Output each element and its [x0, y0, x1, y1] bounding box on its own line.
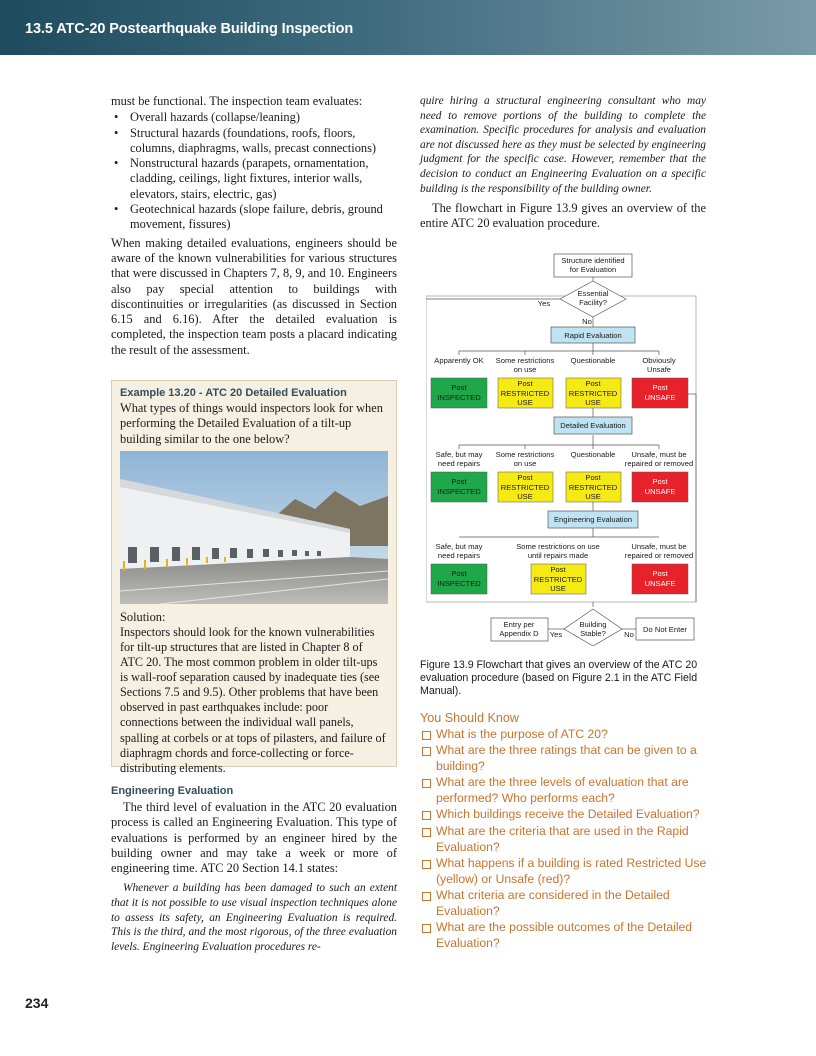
photo-illustration — [120, 451, 388, 604]
flowchart-label: RESTRICTED — [568, 389, 618, 398]
flowchart-label: UNSAFE — [644, 579, 676, 588]
detailed-evaluation-paragraph: When making detailed evaluations, engineers should be aware of the known vulnerabilities for various structures that were discussed in Chapters 7, 8, 9, and 10. Engineers also pay special attention to buildings with discontinuities or irregularities (as discussed in Section 6.15 and 6.16). After the detailed evaluation is completed, the inspection team posts a placard indicating the result of the assessment. — [111, 235, 397, 357]
flowchart-label: Stable? — [580, 629, 606, 638]
page-number: 234 — [25, 995, 49, 1011]
flowchart-label: until repairs made — [527, 551, 589, 560]
flowchart-label: Do Not Enter — [643, 625, 687, 634]
left-column — [111, 94, 397, 358]
hazard-list — [111, 110, 397, 232]
flowchart-label: Post — [451, 569, 467, 578]
atc-quote-part1: Whenever a building has been damaged to such an extent that it is not possible to use visual inspection techniques alone to assess its safety, an Engineering Evaluation is required. This is the third, and the most rigorous, of the three evaluation levels. Engineering Evaluation procedures re- — [111, 882, 397, 953]
list-item: What criteria are considered in the Detailed Evaluation? — [420, 887, 710, 919]
flowchart-label: Post — [585, 379, 601, 388]
list-item: • Nonstructural hazards (parapets, ornamentation, cladding, ceilings, light fixtures, interior walls, elevators, stairs, electric, gas) — [111, 156, 397, 202]
atc20-flowchart — [426, 251, 704, 646]
flowchart-label: Post — [517, 379, 533, 388]
right-column — [420, 94, 706, 232]
flowchart-label: need repairs — [437, 551, 481, 560]
section-title: 13.5 ATC-20 Postearthquake Building Inspection — [25, 21, 354, 37]
flowchart-label: RESTRICTED — [500, 483, 550, 492]
flowchart-label: Post — [652, 383, 668, 392]
flowchart-label: Some restrictions — [495, 450, 555, 459]
flowchart-label: Unsafe, must be — [631, 542, 687, 551]
flowchart-label: USE — [550, 584, 566, 593]
flowchart-intro: The flowchart in Figure 13.9 gives an overview of the entire ATC 20 evaluation procedure. — [420, 201, 706, 231]
flowchart-label: Safe, but may — [435, 450, 483, 459]
row1-label-1: Apparently OK — [434, 356, 484, 365]
decision1-line1: Essential — [577, 289, 609, 298]
flowchart-label: on use — [513, 459, 537, 468]
intro-text: must be functional. The inspection team evaluates: — [111, 94, 363, 108]
flowchart-label: Post — [652, 477, 668, 486]
flowchart-label: INSPECTED — [437, 393, 481, 402]
review-question-list — [420, 726, 710, 951]
list-item: What are the three ratings that can be given to a building? — [420, 742, 710, 774]
flowchart-label: repaired or removed — [624, 551, 694, 560]
row1-label-4b: Unsafe — [646, 365, 672, 374]
decision2-no: No — [624, 630, 634, 639]
solution-label: Solution: — [120, 609, 166, 624]
flowchart-label: Building — [579, 620, 607, 629]
flowchart-label: UNSAFE — [644, 393, 676, 402]
figure-caption: Figure 13.9 Flowchart that gives an overview of the ATC 20 evaluation procedure (based on Figure 2.1 in the ATC Field Manual). — [420, 659, 698, 697]
flowchart-label: Post — [550, 565, 566, 574]
flowchart-label: Safe, but may — [435, 542, 483, 551]
flowchart-label: repaired or removed — [624, 459, 694, 468]
decision1-no: No — [582, 317, 592, 326]
flowchart-label: Some restrictions on use — [516, 542, 600, 551]
rapid-evaluation-label: Rapid Evaluation — [564, 331, 622, 340]
flowchart-label: Questionable — [570, 450, 616, 459]
list-item: What are the criteria that are used in the Rapid Evaluation? — [420, 823, 710, 855]
engineering-evaluation-section — [111, 785, 397, 954]
flowchart-label: USE — [585, 492, 601, 501]
list-item: What is the purpose of ATC 20? — [420, 726, 710, 742]
flowchart-label: Appendix D — [499, 629, 539, 638]
row1-label-2b: on use — [513, 365, 537, 374]
example-box — [111, 380, 397, 775]
list-item: • Geotechnical hazards (slope failure, debris, ground movement, fissures) — [111, 202, 397, 233]
engineering-evaluation-label: Engineering Evaluation — [553, 515, 633, 524]
flowchart-label: Post — [451, 477, 467, 486]
start-line1: Structure identified — [561, 256, 625, 265]
flowchart-label: Unsafe, must be — [631, 450, 687, 459]
start-line2: for Evaluation — [569, 265, 617, 274]
example-title: Example 13.20 - ATC 20 Detailed Evaluation — [120, 387, 347, 399]
decision1-yes: Yes — [537, 299, 551, 308]
tilt-up-building-photo — [120, 451, 388, 604]
decision1-line2: Facility? — [579, 298, 607, 307]
row1-label-4a: Obviously — [642, 356, 676, 365]
flowchart-label: Post — [517, 473, 533, 482]
flowchart-label: Entry per — [503, 620, 535, 629]
flowchart-label: RESTRICTED — [533, 575, 583, 584]
list-item: What happens if a building is rated Restricted Use (yellow) or Unsafe (red)? — [420, 855, 710, 887]
engineering-evaluation-heading: Engineering Evaluation — [111, 785, 234, 797]
solution-text: Inspectors should look for the known vulnerabilities for tilt-up structures that are listed in Chapter 8 of ATC 20. The most common problem in older tilt-ups is wall-roof separation caused by inadequate ties (see Sections 7.5 and 9.5). Other problems that have been observed in past earthquakes include: poor connections between the individual wall panels, spalling at corbels or at tops of pilasters, and failure of diaphragm chords and force-collecting or force-distributing elements. — [120, 624, 386, 775]
flowchart-label: USE — [517, 492, 533, 501]
engineering-evaluation-paragraph: The third level of evaluation in the ATC 20 evaluation process is called an Engineering Evaluation. This type of evaluations is performed by an engineer hired by the building owner and may take a week or more of engineering time. ATC 20 Section 14.1 states: — [111, 800, 397, 876]
detailed-evaluation-label: Detailed Evaluation — [560, 421, 626, 430]
list-item: • Overall hazards (collapse/leaning) — [111, 110, 397, 125]
list-item: What are the three levels of evaluation that are performed? Who performs each? — [420, 774, 710, 806]
flowchart-label: USE — [585, 398, 601, 407]
flowchart-label: RESTRICTED — [568, 483, 618, 492]
flowchart-label: Post — [652, 569, 668, 578]
list-item: Which buildings receive the Detailed Evaluation? — [420, 806, 710, 822]
flowchart-label: INSPECTED — [437, 487, 481, 496]
flowchart-label: UNSAFE — [644, 487, 676, 496]
you-should-know-title: You Should Know — [420, 711, 519, 725]
list-item: • Structural hazards (foundations, roofs, floors, columns, diaphragms, walls, precast connections) — [111, 126, 397, 157]
flowchart-label: RESTRICTED — [500, 389, 550, 398]
decision2-yes: Yes — [549, 630, 563, 639]
flowchart-label: Post — [585, 473, 601, 482]
row1-label-2a: Some restrictions — [495, 356, 555, 365]
flowchart-label: need repairs — [437, 459, 481, 468]
list-item: What are the possible outcomes of the Detailed Evaluation? — [420, 919, 710, 951]
you-should-know — [420, 711, 710, 951]
row1-label-3: Questionable — [570, 356, 616, 365]
flowchart-label: INSPECTED — [437, 579, 481, 588]
example-question: What types of things would inspectors look for when performing the Detailed Evaluation of a tilt-up building similar to the one below? — [120, 401, 383, 446]
flowchart-label: USE — [517, 398, 533, 407]
atc-quote-part2: quire hiring a structural engineering consultant who may need to remove portions of the building to complete the examination. Specific procedures for analysis and evaluation are not discussed here as they must be selected by engineering judgment for the specific case. However, remember that the decision to conduct an Engineering Evaluation on a specific building is the responsibility of the building owner. — [420, 95, 706, 195]
flowchart-label: Post — [451, 383, 467, 392]
